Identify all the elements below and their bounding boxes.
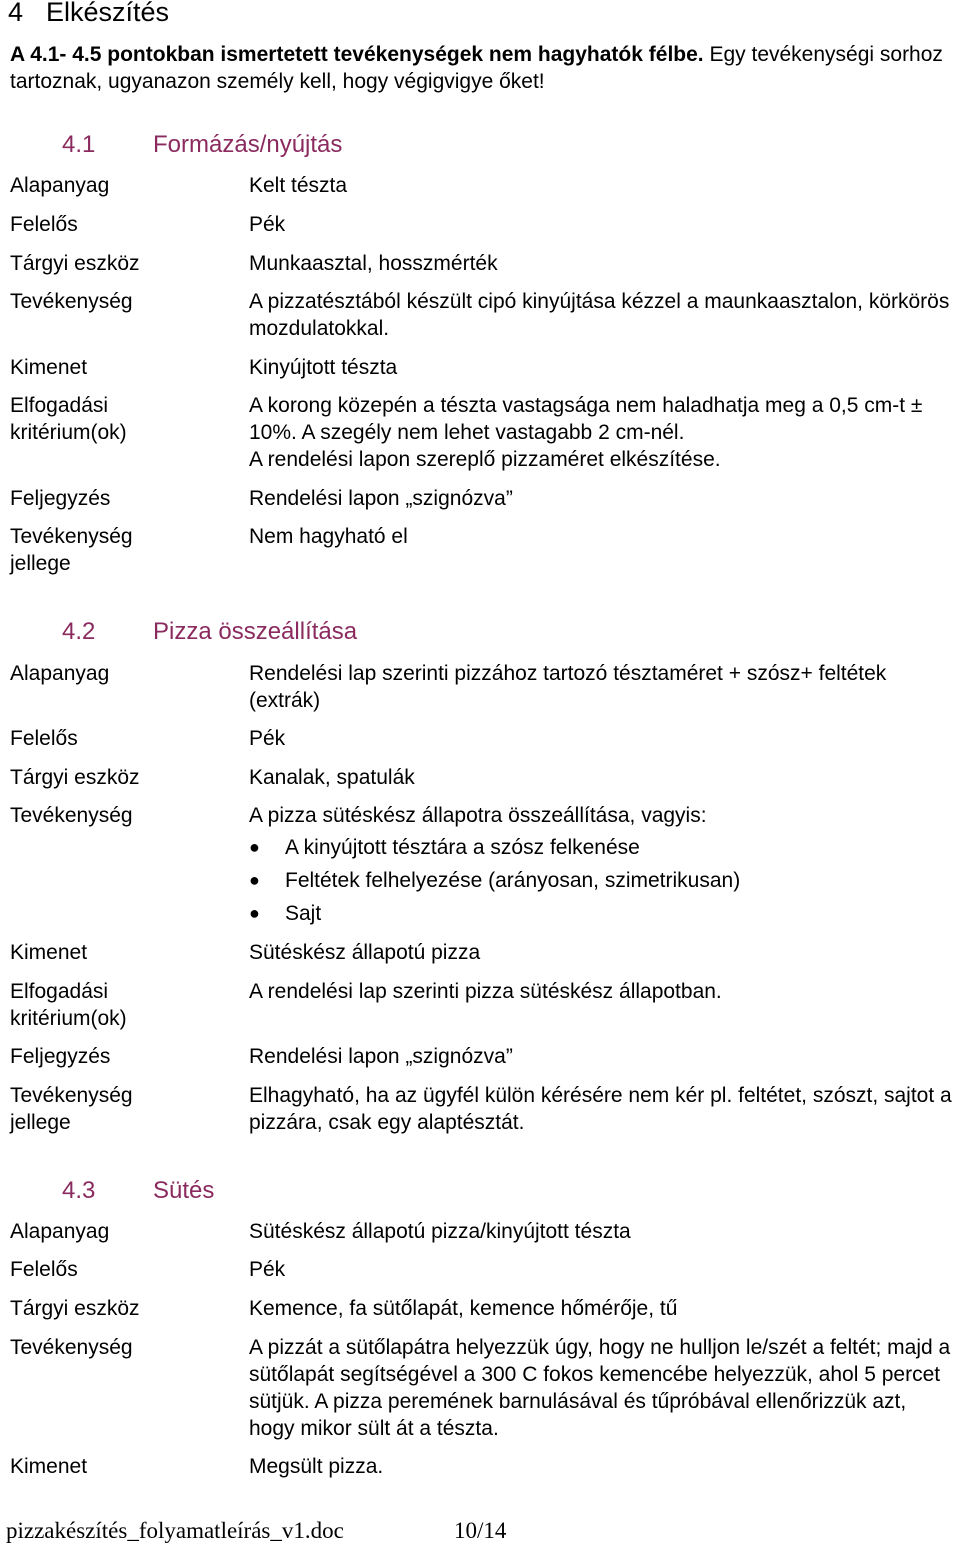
page-footer <box>6 1517 606 1545</box>
label-tevekenyseg: Tevékenység <box>10 1336 133 1359</box>
value-kimenet: Megsült pizza. <box>249 1455 384 1478</box>
chapter-title <box>8 0 169 30</box>
section-title: Pizza összeállítása <box>153 618 358 645</box>
value-feljegyzes: Rendelési lapon „szignózva” <box>249 487 513 510</box>
section-heading-4-1 <box>62 131 342 159</box>
label-feljegyzes: Feljegyzés <box>10 1045 111 1068</box>
chapter-number: 4 <box>8 0 24 27</box>
value-tevekenyseg: A pizzát a sütőlapátra helyezzük úgy, hogy ne hulljon le/szét a feltét; majd a sütőlapát segítségével a 300 C fokos kemencébe helyezzük, ahol 5 percet sütjük. A pizza peremének barnulásával és tűpróbával ellenőrizzük azt, hogy mikor sült át a tészta. <box>249 1336 951 1440</box>
section-heading-4-2 <box>62 618 357 646</box>
intro-bold-text: A 4.1- 4.5 pontokban ismertetett tevékenységek nem hagyhatók félbe. <box>10 43 704 66</box>
label-tevekenyseg-jellege: Tevékenység jellege <box>10 525 133 575</box>
label-targyi-eszkoz: Tárgyi eszköz <box>10 1297 140 1320</box>
value-tevekenyseg-jellege: Nem hagyható el <box>249 525 408 548</box>
list-item: ● A kinyújtott tésztára a szósz felkenése <box>249 836 640 859</box>
label-elfogadasi-kriterium: Elfogadási kritérium(ok) <box>10 394 127 444</box>
label-feljegyzes: Feljegyzés <box>10 487 111 510</box>
label-alapanyag: Alapanyag <box>10 662 110 685</box>
intro-text: Egy tevékenységi sorhoz tartoznak, ugyanazon személy kell, hogy végigvigye őket! <box>10 43 943 93</box>
criterion-text-2: A rendelési lapon szereplő pizzaméret elkészítése. <box>249 448 721 471</box>
value-elfogadasi-kriterium: A rendelési lap szerinti pizza sütéskész állapotban. <box>249 980 722 1003</box>
bullet-icon: ● <box>249 903 260 923</box>
value-alapanyag: Kelt tészta <box>249 174 348 197</box>
value-tevekenyseg-jellege: Elhagyható, ha az ügyfél külön kérésére nem kér pl. feltétet, szószt, sajtot a pizzára, csak egy alaptésztát. <box>249 1084 952 1134</box>
label-felelos: Felelős <box>10 727 78 750</box>
label-alapanyag: Alapanyag <box>10 1220 110 1243</box>
value-felelos: Pék <box>249 213 286 236</box>
list-item: ● Sajt <box>249 902 322 925</box>
activity-intro: A pizza sütéskész állapotra összeállítása, vagyis: <box>249 804 707 827</box>
label-kimenet: Kimenet <box>10 356 88 379</box>
activity-bullet-list <box>249 834 957 927</box>
label-tevekenyseg-jellege: Tevékenység jellege <box>10 1084 133 1134</box>
value-elfogadasi-kriterium <box>249 392 957 473</box>
chapter-title-text: Elkészítés <box>46 0 170 27</box>
value-felelos: Pék <box>249 727 286 750</box>
intro-paragraph <box>10 41 955 95</box>
section-number: 4.3 <box>62 1177 96 1204</box>
section-number: 4.1 <box>62 131 96 158</box>
value-kimenet: Kinyújtott tészta <box>249 356 398 379</box>
value-targyi-eszkoz: Kemence, fa sütőlapát, kemence hőmérője, tű <box>249 1297 678 1320</box>
bullet-icon: ● <box>249 870 260 890</box>
section-title: Formázás/nyújtás <box>153 131 343 158</box>
value-kimenet: Sütéskész állapotú pizza <box>249 941 481 964</box>
label-targyi-eszkoz: Tárgyi eszköz <box>10 766 140 789</box>
section-number: 4.2 <box>62 618 96 645</box>
criterion-text: A korong közepén a tészta vastagsága nem haladhatja meg a 0,5 cm-t ± 10%. A szegély nem lehet vastagabb 2 cm-nél. <box>249 394 923 444</box>
value-tevekenyseg <box>249 802 957 933</box>
list-item: ● Feltétek felhelyezése (arányosan, szimetrikusan) <box>249 869 741 892</box>
label-kimenet: Kimenet <box>10 1455 88 1478</box>
section-title: Sütés <box>153 1177 215 1204</box>
label-elfogadasi-kriterium: Elfogadási kritérium(ok) <box>10 980 127 1030</box>
value-targyi-eszkoz: Kanalak, spatulák <box>249 766 415 789</box>
value-tevekenyseg: A pizzatésztából készült cipó kinyújtása kézzel a maunkaasztalon, körkörös mozdulatokkal. <box>249 290 950 340</box>
footer-page-number: 10/14 <box>454 1518 507 1543</box>
label-alapanyag: Alapanyag <box>10 174 110 197</box>
label-targyi-eszkoz: Tárgyi eszköz <box>10 252 140 275</box>
label-tevekenyseg: Tevékenység <box>10 804 133 827</box>
label-felelos: Felelős <box>10 213 78 236</box>
value-alapanyag: Rendelési lap szerinti pizzához tartozó tésztaméret + szósz+ feltétek (extrák) <box>249 662 887 712</box>
label-kimenet: Kimenet <box>10 941 88 964</box>
value-targyi-eszkoz: Munkaasztal, hosszmérték <box>249 252 498 275</box>
value-alapanyag: Sütéskész állapotú pizza/kinyújtott tészta <box>249 1220 631 1243</box>
label-tevekenyseg: Tevékenység <box>10 290 133 313</box>
value-feljegyzes: Rendelési lapon „szignózva” <box>249 1045 513 1068</box>
section-heading-4-3 <box>62 1177 214 1205</box>
value-felelos: Pék <box>249 1258 286 1281</box>
footer-filename: pizzakészítés_folyamatleírás_v1.doc <box>6 1518 344 1543</box>
label-felelos: Felelős <box>10 1258 78 1281</box>
bullet-icon: ● <box>249 837 260 857</box>
